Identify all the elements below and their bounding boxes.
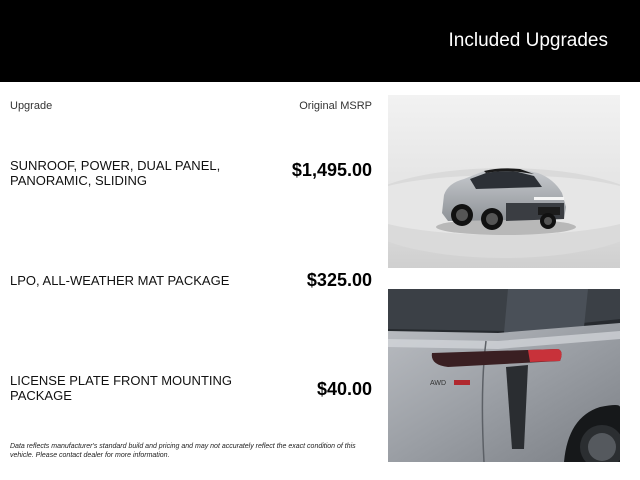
disclaimer-text: Data reflects manufacturer's standard build and pricing and may not accurately reflect the exact condition of this vehicle. Please contact dealer for more information. <box>10 443 356 459</box>
awd-badge-text: AWD <box>430 380 447 387</box>
column-header-msrp: Original MSRP <box>299 100 372 112</box>
upgrade-name-sunroof: SUNROOF, POWER, DUAL PANEL, PANORAMIC, SLIDING <box>10 158 221 188</box>
page-title: Included Upgrades <box>448 30 608 51</box>
header-bar <box>0 0 640 82</box>
upgrade-price-mat-package: $325.00 <box>306 270 372 290</box>
vehicle-taillight-photo[interactable] <box>388 289 620 462</box>
upgrade-name-mat-package: LPO, ALL-WEATHER MAT PACKAGE <box>10 273 230 288</box>
vehicle-front-photo[interactable] <box>388 95 620 268</box>
column-header-upgrade: Upgrade <box>10 100 53 112</box>
upgrade-price-sunroof: $1,495.00 <box>291 160 372 180</box>
upgrade-name-plate-mount: LICENSE PLATE FRONT MOUNTING PACKAGE <box>10 373 232 403</box>
upgrade-price-plate-mount: $40.00 <box>316 379 372 399</box>
